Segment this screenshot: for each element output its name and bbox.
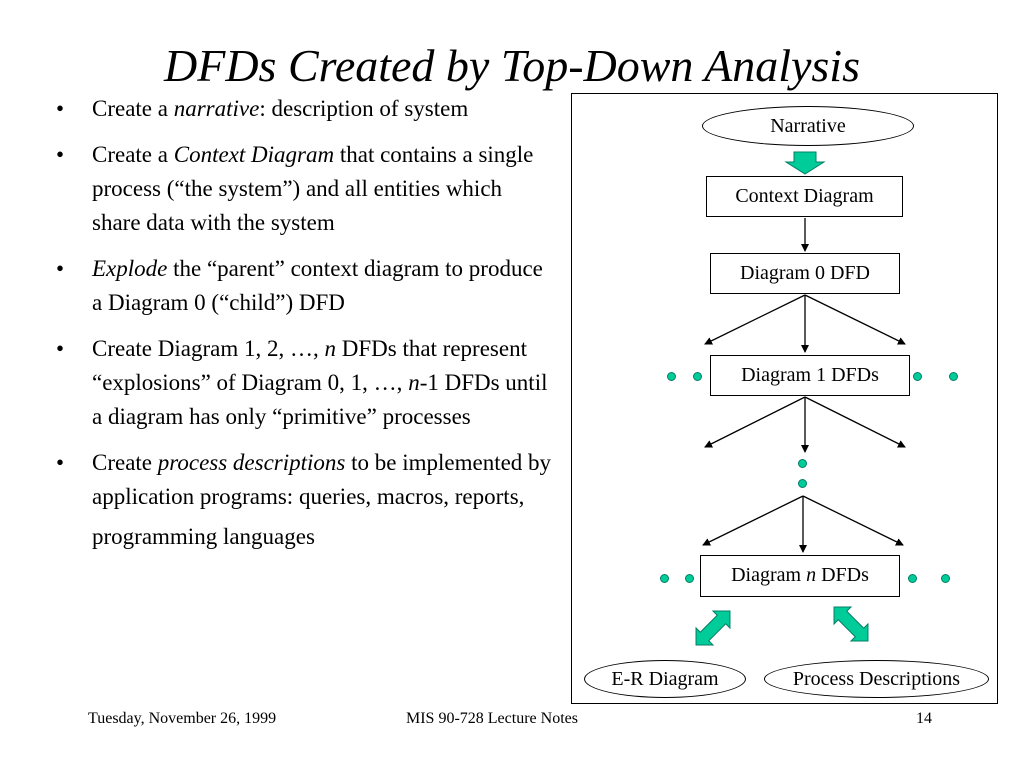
connector-line — [805, 397, 905, 447]
connector-line — [705, 295, 805, 344]
slide-title: DFDs Created by Top-Down Analysis — [164, 40, 860, 91]
ellipsis-dot — [941, 574, 950, 583]
diagram-n-node: Diagram n DFDs — [700, 555, 900, 597]
double-arrow-icon — [826, 599, 877, 650]
context-diagram-node: Context Diagram — [706, 176, 903, 217]
diagram-panel — [571, 93, 998, 704]
connector-line — [705, 397, 805, 447]
connector-line — [703, 496, 803, 545]
down-arrow-icon — [786, 152, 824, 174]
footer-course: MIS 90-728 Lecture Notes — [406, 710, 578, 727]
ellipsis-dot — [913, 372, 922, 381]
bullet-item: • Create a narrative: description of system — [56, 92, 556, 126]
diagram-1-node: Diagram 1 DFDs — [710, 355, 910, 396]
ellipsis-dot — [908, 574, 917, 583]
bullet-item: • Create a Context Diagram that contains a single process (“the system”) and all entities which share data with the system — [56, 138, 556, 240]
ellipsis-dot — [660, 574, 669, 583]
ellipsis-dot — [693, 372, 702, 381]
bullet-list — [56, 92, 556, 566]
ellipsis-dot — [798, 459, 807, 468]
ellipsis-dot — [798, 479, 807, 488]
bullet-item: • Create Diagram 1, 2, …, n DFDs that represent “explosions” of Diagram 0, 1, …, n-1 DFDs until a diagram has only “primitive” processes — [56, 332, 556, 434]
footer-page-number: 14 — [916, 710, 932, 727]
ellipsis-dot — [667, 372, 676, 381]
ellipsis-dot — [685, 574, 694, 583]
connector-line — [803, 496, 903, 545]
double-arrow-icon — [688, 603, 739, 654]
ellipsis-dot — [949, 372, 958, 381]
bullet-item: • Create process descriptions to be implemented by application programs: queries, macros, reports, programming languages — [56, 446, 556, 554]
er-diagram-node: E-R Diagram — [584, 660, 746, 698]
footer-date: Tuesday, November 26, 1999 — [88, 710, 277, 727]
connector-line — [805, 295, 905, 344]
diagram-0-node: Diagram 0 DFD — [710, 253, 900, 294]
bullet-item: • Explode the “parent” context diagram to produce a Diagram 0 (“child”) DFD — [56, 252, 556, 320]
process-descriptions-node: Process Descriptions — [764, 660, 989, 698]
narrative-node: Narrative — [702, 106, 914, 146]
